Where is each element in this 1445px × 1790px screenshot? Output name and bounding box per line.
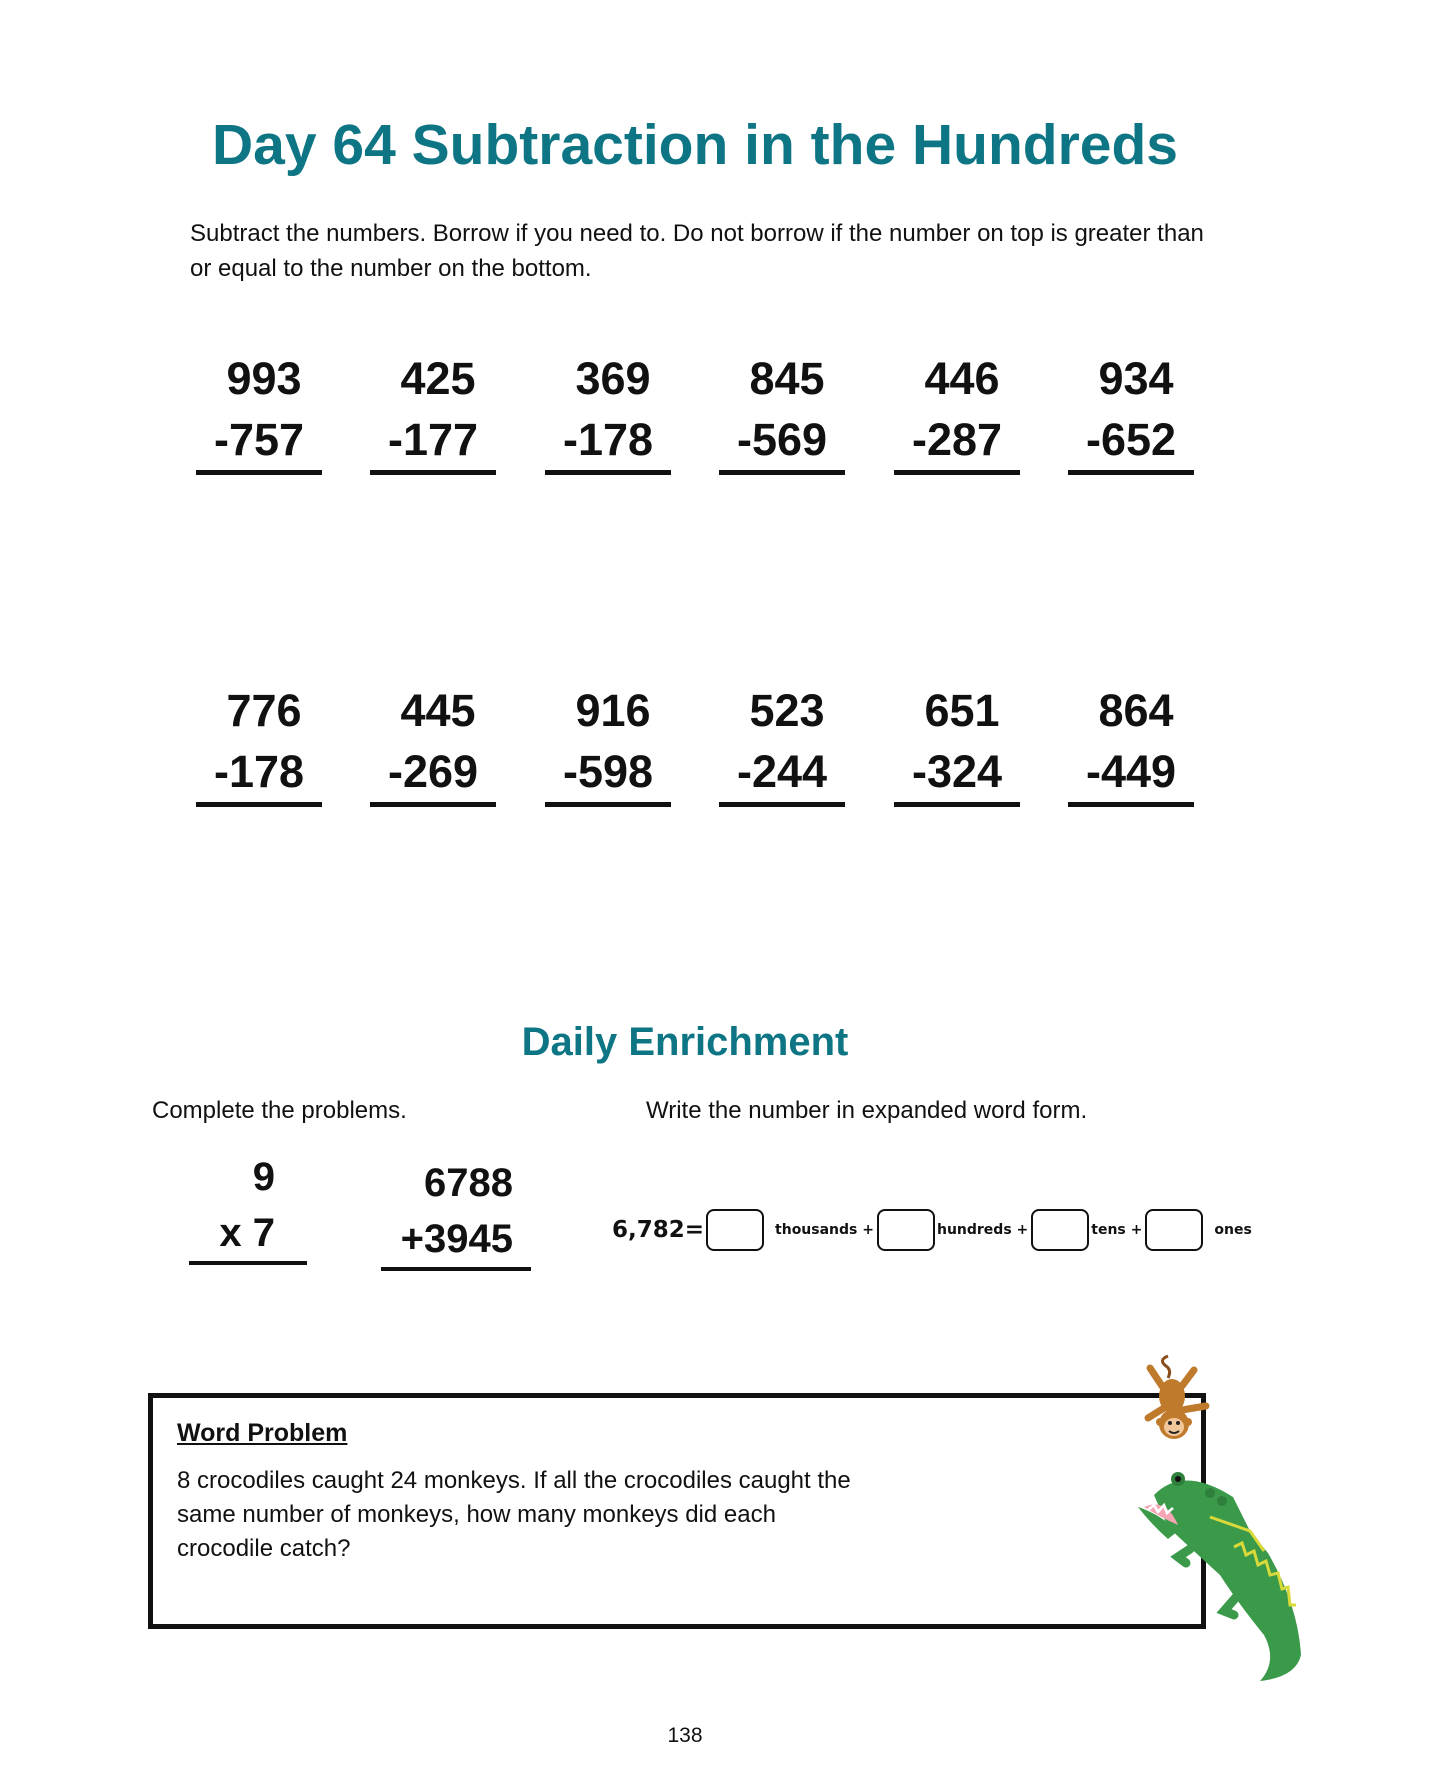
addition-top: 6788: [424, 1161, 513, 1205]
problem-bottom: -244: [719, 742, 845, 807]
problem-bottom: -569: [719, 410, 845, 475]
problem-11: [894, 680, 1020, 807]
problem-bottom: -269: [370, 742, 496, 807]
problem-top: 369: [575, 353, 651, 404]
problem-8: [370, 680, 496, 807]
addition-problem: [381, 1155, 531, 1271]
word-problem-text: 8 crocodiles caught 24 monkeys. If all the crocodiles caught the same number of monkeys, how many monkeys did each crocodile catch?: [177, 1467, 851, 1562]
problem-top: 425: [400, 353, 476, 404]
ones-label: ones: [1214, 1222, 1252, 1238]
hundreds-label: hundreds +: [936, 1222, 1029, 1238]
thousands-answer-box[interactable]: [706, 1209, 764, 1251]
problem-top: 934: [1098, 353, 1174, 404]
problem-5: [894, 348, 1020, 475]
enrichment-title: Daily Enrichment: [521, 1020, 849, 1064]
problem-9: [545, 680, 671, 807]
multiplication-bottom: x 7: [189, 1205, 307, 1265]
addition-bottom: +3945: [381, 1211, 531, 1271]
problem-top: 993: [226, 353, 302, 404]
tens-label: tens +: [1091, 1222, 1143, 1238]
problem-bottom: -287: [894, 410, 1020, 475]
multiplication-top: 9: [252, 1155, 275, 1199]
problem-top: 776: [226, 685, 302, 736]
problem-top: 864: [1098, 685, 1174, 736]
expanded-form: [612, 1208, 1255, 1252]
problem-10: [719, 680, 845, 807]
problem-bottom: -177: [370, 410, 496, 475]
page-number: 138: [667, 1724, 703, 1747]
problem-bottom: -652: [1068, 410, 1194, 475]
problem-4: [719, 348, 845, 475]
enrichment-left-instruction: Complete the problems.: [152, 1097, 407, 1124]
expanded-number: 6,782=: [612, 1217, 705, 1243]
multiplication-problem: [189, 1149, 307, 1265]
problem-top: 845: [749, 353, 825, 404]
word-problem-title: Word Problem: [177, 1419, 348, 1447]
problem-12: [1068, 680, 1194, 807]
ones-answer-box[interactable]: [1145, 1209, 1203, 1251]
problem-top: 446: [924, 353, 1000, 404]
thousands-label: thousands +: [775, 1222, 874, 1238]
monkey-icon: [1138, 1352, 1216, 1452]
problem-bottom: -324: [894, 742, 1020, 807]
problem-bottom: -449: [1068, 742, 1194, 807]
problem-top: 523: [749, 685, 825, 736]
problem-top: 651: [924, 685, 1000, 736]
problem-bottom: -178: [545, 410, 671, 475]
problem-top: 916: [575, 685, 651, 736]
tens-answer-box[interactable]: [1031, 1209, 1089, 1251]
problem-7: [196, 680, 322, 807]
hundreds-answer-box[interactable]: [877, 1209, 935, 1251]
problem-bottom: -598: [545, 742, 671, 807]
problem-bottom: -757: [196, 410, 322, 475]
page-title: Day 64 Subtraction in the Hundreds: [212, 113, 1178, 177]
problem-top: 445: [400, 685, 476, 736]
crocodile-icon: [1138, 1455, 1313, 1685]
problem-2: [370, 348, 496, 475]
problem-6: [1068, 348, 1194, 475]
problem-bottom: -178: [196, 742, 322, 807]
problem-1: [196, 348, 322, 475]
instructions: Subtract the numbers. Borrow if you need to. Do not borrow if the number on top is greater than or equal to the number on the bottom.: [190, 220, 1204, 282]
enrichment-right-instruction: Write the number in expanded word form.: [646, 1097, 1088, 1124]
problem-3: [545, 348, 671, 475]
